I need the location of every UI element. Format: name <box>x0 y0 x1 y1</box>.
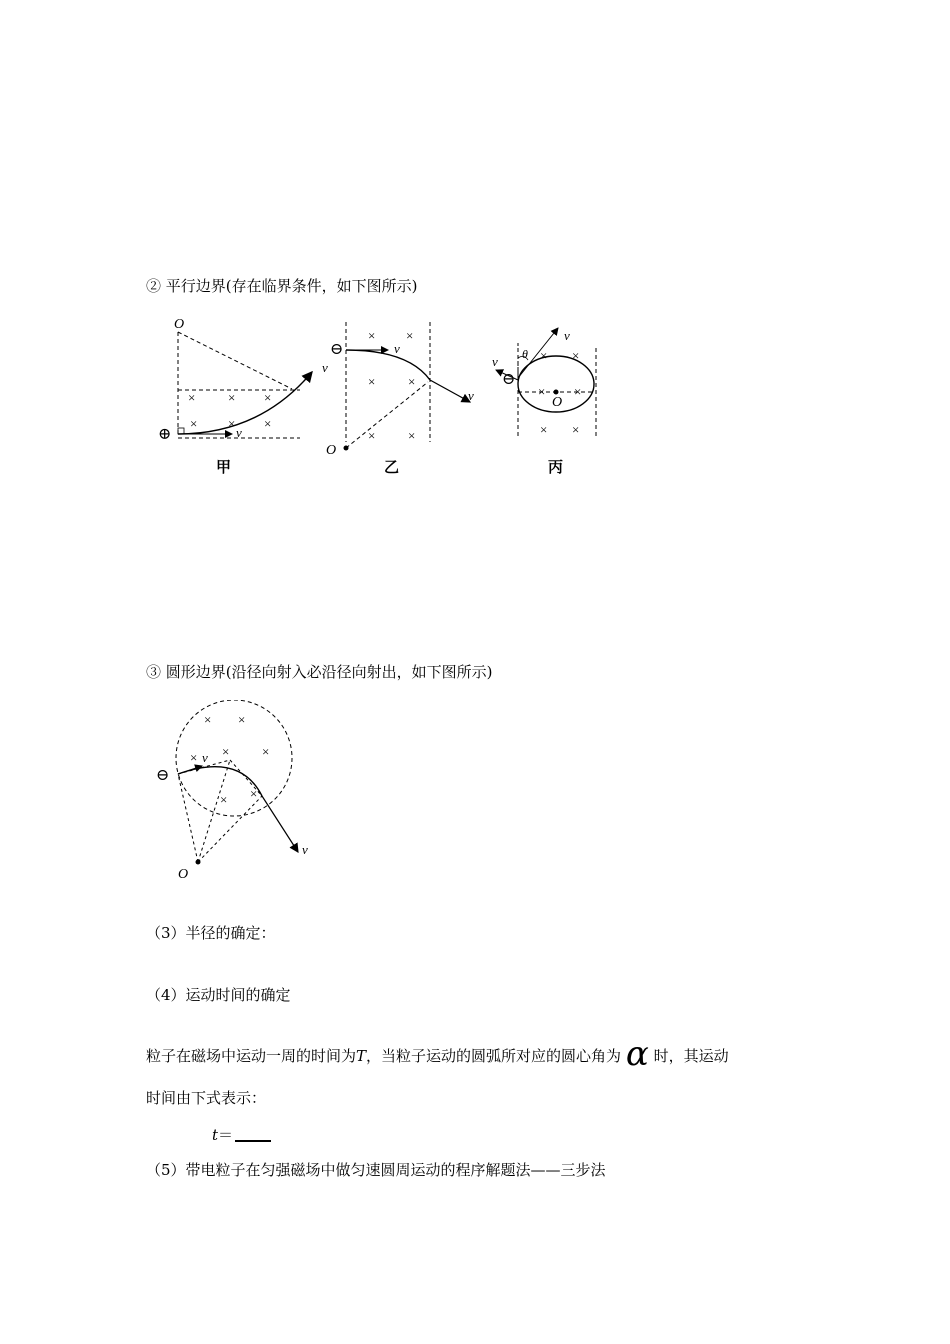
radius-line <box>178 774 198 862</box>
figure-label-jia: 甲 <box>216 458 232 476</box>
negative-charge-icon: ⊖ <box>502 371 516 388</box>
velocity-arrow <box>262 796 298 852</box>
velocity-label: v <box>564 328 570 343</box>
velocity-label: v <box>394 341 400 356</box>
field-cross: × <box>262 744 270 759</box>
velocity-label: v <box>302 842 308 857</box>
velocity-label: v <box>492 354 498 369</box>
section-parallel-heading: ② 平行边界(存在临界条件，如下图所示) <box>146 277 418 295</box>
center-point <box>554 390 559 395</box>
velocity-label: v <box>468 388 474 403</box>
parallel-boundary-figure <box>150 314 610 484</box>
figure-label-yi: 乙 <box>384 458 400 476</box>
field-cross: × <box>408 428 416 443</box>
field-cross: × <box>190 750 198 765</box>
velocity-arrow <box>430 380 470 402</box>
item-3: （3）半径的确定： <box>146 924 276 942</box>
radius-line <box>198 796 262 862</box>
field-cross: × <box>188 390 196 405</box>
figure-yi <box>326 322 474 476</box>
field-cross: × <box>572 422 580 437</box>
central-angle-symbol: α <box>625 1034 649 1074</box>
figure-jia <box>158 317 328 476</box>
item-5: （5）带电粒子在匀强磁场中做匀速圆周运动的程序解题法——三步法 <box>146 1161 606 1179</box>
center-point <box>196 860 201 865</box>
formula-equals: ＝ <box>218 1126 234 1144</box>
formula-t: t <box>212 1126 219 1144</box>
velocity-label: v <box>236 425 242 440</box>
formula-blank <box>235 1126 271 1142</box>
period-symbol-t: T <box>356 1047 367 1065</box>
radius-line <box>178 332 292 389</box>
field-cross: × <box>190 416 198 431</box>
section-circle-heading: ③ 圆形边界(沿径向射入必沿径向射出，如下图所示) <box>146 663 493 681</box>
negative-charge-icon: ⊖ <box>330 341 344 358</box>
field-cross: × <box>368 374 376 389</box>
velocity-arrow <box>178 766 202 774</box>
field-cross: × <box>408 374 416 389</box>
field-cross: × <box>538 384 546 399</box>
item-4: （4）运动时间的确定 <box>146 986 291 1004</box>
field-cross: × <box>228 390 236 405</box>
radius-line <box>198 760 230 862</box>
point-o-label: O <box>552 395 563 410</box>
period-text-part3: 时，其运动 <box>653 1047 729 1065</box>
center-point <box>344 446 349 451</box>
field-cross: × <box>204 712 212 727</box>
period-text-part2: ，当粒子运动的圆弧所对应的圆心角为 <box>366 1047 622 1065</box>
field-cross: × <box>250 786 258 801</box>
velocity-label: v <box>322 360 328 375</box>
point-o-label: O <box>326 443 337 458</box>
time-formula <box>212 1125 271 1145</box>
trajectory-arc <box>178 372 312 434</box>
field-cross: × <box>222 744 230 759</box>
field-cross: × <box>368 428 376 443</box>
period-text-part1: 粒子在磁场中运动一周的时间为 <box>146 1047 357 1065</box>
field-cross: × <box>540 422 548 437</box>
figure-bing <box>492 328 596 476</box>
positive-charge-icon: ⊕ <box>158 426 172 443</box>
negative-charge-icon: ⊖ <box>156 767 170 784</box>
trajectory-arc <box>346 350 430 380</box>
period-paragraph-line2: 时间由下式表示： <box>146 1089 267 1107</box>
point-o-label: O <box>174 317 185 332</box>
field-cross: × <box>220 792 228 807</box>
point-o-label: O <box>178 867 189 882</box>
angle-label: θ <box>522 347 528 361</box>
field-cross: × <box>406 328 414 343</box>
field-cross: × <box>574 384 582 399</box>
field-cross: × <box>238 712 246 727</box>
velocity-label: v <box>202 750 208 765</box>
field-cross: × <box>264 390 272 405</box>
field-cross: × <box>572 348 580 363</box>
circular-boundary-figure <box>150 700 350 890</box>
field-cross: × <box>540 348 548 363</box>
field-cross: × <box>264 416 272 431</box>
figure-label-bing: 丙 <box>548 458 564 476</box>
field-cross: × <box>368 328 376 343</box>
field-cross: × <box>228 416 236 431</box>
radius-line <box>346 382 428 448</box>
right-angle-mark <box>178 428 184 434</box>
period-paragraph-line1 <box>146 1034 729 1076</box>
